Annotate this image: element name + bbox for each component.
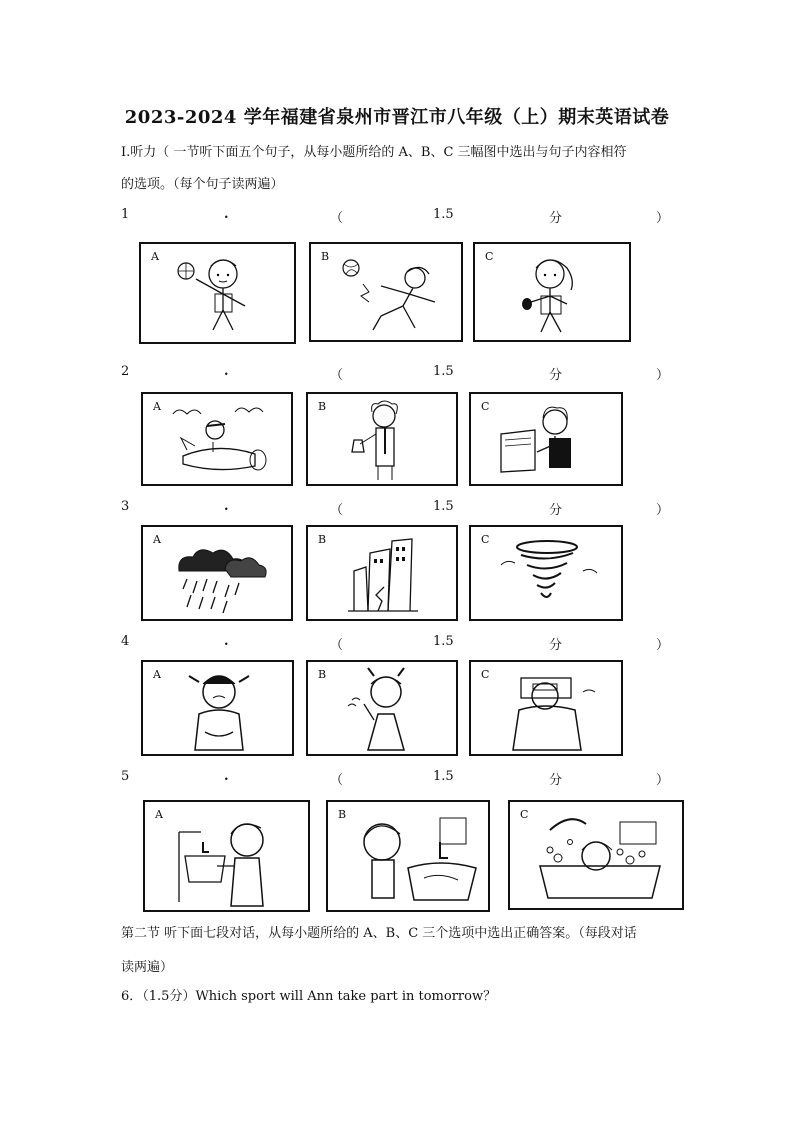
option-5c-picture[interactable] xyxy=(508,800,684,910)
option-3a-picture[interactable] xyxy=(141,525,293,621)
question-dot: . xyxy=(224,364,229,379)
option-letter: C xyxy=(481,533,490,546)
section1-instructions xyxy=(121,137,681,201)
option-1b-picture[interactable] xyxy=(309,242,463,342)
section2-instructions xyxy=(121,917,681,985)
question-unit: 分 xyxy=(549,638,563,653)
question-number: 4 xyxy=(121,634,130,649)
option-letter: B xyxy=(318,400,327,413)
option-letter: B xyxy=(318,533,327,546)
boy-washing-hands-icon xyxy=(145,802,308,910)
basketball-girl-icon xyxy=(141,244,294,342)
boy-washing-face-icon xyxy=(328,802,488,910)
question-number: 3 xyxy=(121,499,130,514)
option-letter: A xyxy=(153,533,161,546)
question-number: 5 xyxy=(121,769,130,784)
earthquake-buildings-icon xyxy=(308,527,456,619)
question-number: 2 xyxy=(121,364,130,379)
option-5b-picture[interactable] xyxy=(326,800,490,912)
girl-sick-in-bed-icon xyxy=(471,662,621,754)
option-2a-picture[interactable] xyxy=(141,392,293,486)
question-unit: 分 xyxy=(549,773,563,788)
section2-line1: 第二节 听下面七段对话，从每小题所给的 A、B、C 三个选项中选出正确答案。（每段对话 xyxy=(121,926,637,941)
pilot-plane-icon xyxy=(143,394,291,484)
scientist-icon xyxy=(308,394,456,484)
question-paren-open: （ xyxy=(330,638,344,653)
question-dot: . xyxy=(224,499,229,514)
question-dot: . xyxy=(224,207,229,222)
question-paren-open: （ xyxy=(330,503,344,518)
option-letter: A xyxy=(153,668,161,681)
question-number: 1 xyxy=(121,207,130,222)
option-1c-picture[interactable] xyxy=(473,242,631,342)
page-title: 2023-2024 学年福建省泉州市晋江市八年级（上）期末英语试卷 xyxy=(124,107,670,128)
question-paren-open: （ xyxy=(330,211,344,226)
volleyball-girl-icon xyxy=(311,244,461,340)
question-paren-open: （ xyxy=(330,368,344,383)
ping-pong-girl-icon xyxy=(475,244,629,340)
tornado-icon xyxy=(471,527,621,619)
question-paren-close: ） xyxy=(655,368,669,383)
option-letter: C xyxy=(485,250,494,263)
question-paren-close: ） xyxy=(655,503,669,518)
question-unit: 分 xyxy=(549,211,563,226)
question-paren-close: ） xyxy=(655,773,669,788)
question-paren-close: ） xyxy=(655,638,669,653)
question-score: 1.5 xyxy=(433,634,454,649)
option-3b-picture[interactable] xyxy=(306,525,458,621)
question-3-header xyxy=(121,499,669,519)
question-dot: . xyxy=(224,769,229,784)
option-letter: A xyxy=(153,400,161,413)
option-letter: A xyxy=(151,250,159,263)
option-letter: B xyxy=(338,808,347,821)
question-score: 1.5 xyxy=(433,207,454,222)
question-5-header xyxy=(121,769,669,789)
option-letter: B xyxy=(318,668,327,681)
section2-line2: 读两遍） xyxy=(121,960,174,975)
option-2c-picture[interactable] xyxy=(469,392,623,486)
section1-line2: 的选项。（每个句子读两遍） xyxy=(121,177,284,192)
question-paren-close: ） xyxy=(655,211,669,226)
option-5a-picture[interactable] xyxy=(143,800,310,912)
option-2b-picture[interactable] xyxy=(306,392,458,486)
option-1a-picture[interactable] xyxy=(139,242,296,344)
question-2-header xyxy=(121,364,669,384)
option-4c-picture[interactable] xyxy=(469,660,623,756)
option-letter: A xyxy=(155,808,163,821)
girl-cough-icon xyxy=(308,662,456,754)
question-paren-open: （ xyxy=(330,773,344,788)
option-3c-picture[interactable] xyxy=(469,525,623,621)
rain-cloud-icon xyxy=(143,527,291,619)
option-letter: C xyxy=(520,808,529,821)
girl-stomachache-icon xyxy=(143,662,292,754)
option-4a-picture[interactable] xyxy=(141,660,294,756)
question-score: 1.5 xyxy=(433,769,454,784)
option-letter: C xyxy=(481,668,490,681)
question-6: 6．（1.5分）Which sport will Ann take part in tomorrow？ xyxy=(121,989,497,1004)
question-score: 1.5 xyxy=(433,499,454,514)
question-unit: 分 xyxy=(549,503,563,518)
question-1-header xyxy=(121,207,669,227)
writer-icon xyxy=(471,394,621,484)
question-unit: 分 xyxy=(549,368,563,383)
option-4b-picture[interactable] xyxy=(306,660,458,756)
section1-line1: Ⅰ.听力（ 一节听下面五个句子，从每小题所给的 A、B、C 三幅图中选出与句子内容相符 xyxy=(121,145,627,160)
girl-bath-icon xyxy=(510,802,682,908)
question-4-header xyxy=(121,634,669,654)
question-score: 1.5 xyxy=(433,364,454,379)
question-dot: . xyxy=(224,634,229,649)
option-letter: B xyxy=(321,250,330,263)
option-letter: C xyxy=(481,400,490,413)
